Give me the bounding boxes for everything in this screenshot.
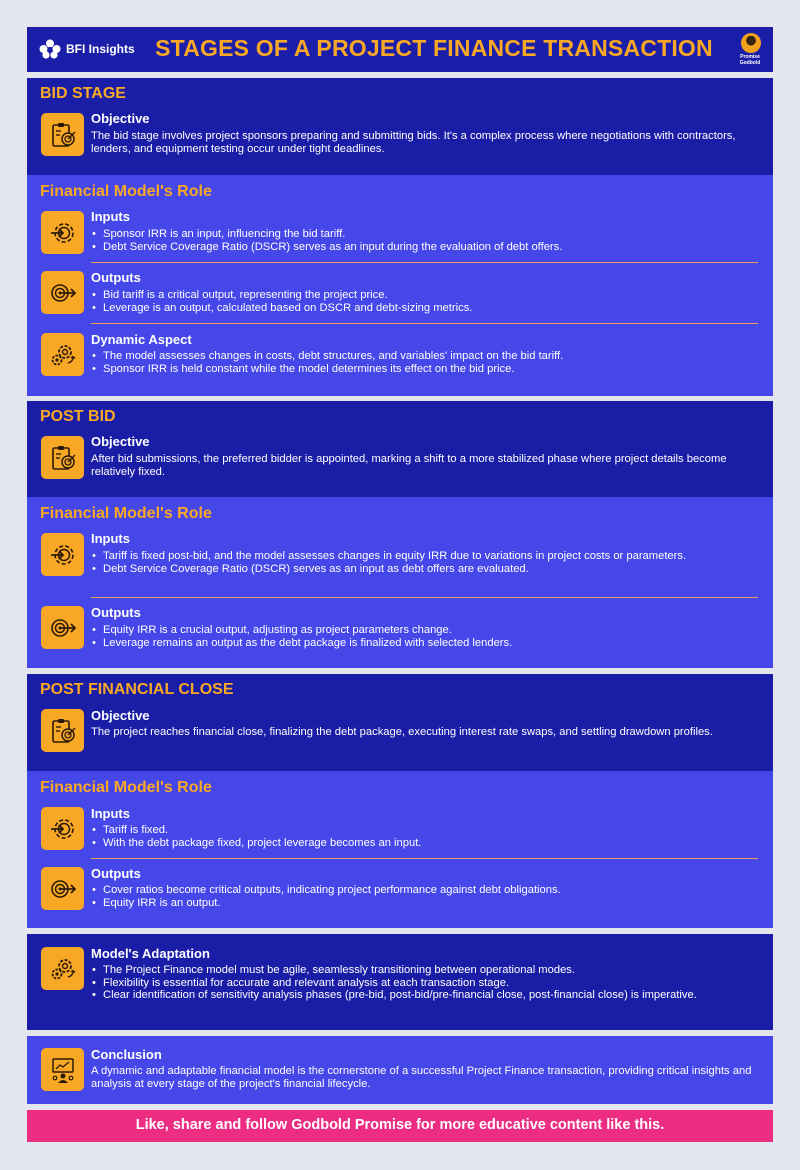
outputs-target-arrow-icon	[41, 271, 84, 314]
conclusion-text: A dynamic and adaptable financial model is the cornerstone of a successful Project Finance transaction, providing critical insights and analysis at every stage of the project's financial lifecycle.	[91, 1065, 752, 1090]
list-item: • Clear identification of sensitivity analysis phases (pre-bid, post-bid/pre-financial close, post-financial close) is imperative.	[91, 989, 761, 1002]
brand-flower-icon	[39, 39, 61, 59]
inputs-gear-arrow-in-icon	[41, 533, 84, 576]
divider	[91, 262, 758, 263]
post-close-title: POST FINANCIAL CLOSE	[40, 681, 234, 698]
conclusion-presentation-icon	[41, 1048, 84, 1091]
outputs-target-arrow-icon	[41, 867, 84, 910]
dynamic-gears-icon	[41, 333, 84, 376]
outputs-list	[91, 884, 761, 909]
objective-heading: Objective	[91, 708, 150, 723]
footer-bar	[27, 1110, 773, 1142]
outputs-target-arrow-icon	[41, 606, 84, 649]
list-item: • Cover ratios become critical outputs, indicating project performance against debt obligations.	[91, 884, 761, 897]
post-bid-role-panel	[27, 497, 773, 668]
list-item: • Sponsor IRR is an input, influencing the bid tariff.	[91, 228, 761, 241]
dynamic-heading: Dynamic Aspect	[91, 332, 192, 347]
outputs-list	[91, 289, 761, 314]
inputs-heading: Inputs	[91, 531, 130, 546]
outputs-list	[91, 624, 761, 649]
author-name: Promise Godbold	[739, 54, 761, 66]
post-bid-objective-panel	[27, 401, 773, 497]
conclusion-panel	[27, 1036, 773, 1104]
list-item: • Debt Service Coverage Ratio (DSCR) serves as an input during the evaluation of debt offers.	[91, 241, 761, 254]
list-item: • Bid tariff is a critical output, representing the project price.	[91, 289, 761, 302]
conclusion-heading: Conclusion	[91, 1047, 162, 1062]
objective-text: The project reaches financial close, finalizing the debt package, executing interest rate swaps, and settling drawdown profiles.	[91, 726, 713, 738]
post-bid-title: POST BID	[40, 408, 116, 425]
inputs-list	[91, 550, 761, 575]
objective-text: After bid submissions, the preferred bidder is appointed, marking a shift to a more stabilized phase where project details become relatively fixed.	[91, 453, 727, 478]
objective-target-board-icon	[41, 113, 84, 156]
inputs-gear-arrow-in-icon	[41, 807, 84, 850]
objective-heading: Objective	[91, 434, 150, 449]
footer-cta[interactable]: Like, share and follow Godbold Promise for more educative content like this.	[135, 1117, 665, 1133]
objective-target-board-icon	[41, 709, 84, 752]
objective-text: The bid stage involves project sponsors preparing and submitting bids. It's a complex process where negotiations with contractors, lenders, and equipment testing occur under tight deadlines.	[91, 130, 736, 155]
inputs-list	[91, 228, 761, 253]
list-item: • Tariff is fixed.	[91, 824, 761, 837]
header-bar	[27, 27, 773, 72]
bid-stage-role-panel	[27, 175, 773, 396]
inputs-gear-arrow-in-icon	[41, 211, 84, 254]
divider	[91, 323, 758, 324]
list-item: • With the debt package fixed, project leverage becomes an input.	[91, 837, 761, 850]
list-item: • Flexibility is essential for accurate and relevant analysis at each transaction stage.	[91, 977, 761, 990]
outputs-heading: Outputs	[91, 605, 141, 620]
role-heading: Financial Model's Role	[40, 779, 212, 796]
author-avatar[interactable]	[741, 33, 761, 53]
role-heading: Financial Model's Role	[40, 505, 212, 522]
list-item: • Leverage is an output, calculated based on DSCR and debt-sizing metrics.	[91, 302, 761, 315]
brand-name: BFI Insights	[66, 42, 135, 56]
inputs-heading: Inputs	[91, 209, 130, 224]
list-item: • Equity IRR is an output.	[91, 897, 761, 910]
adaptation-gears-icon	[41, 947, 84, 990]
role-heading: Financial Model's Role	[40, 183, 212, 200]
adaptation-panel	[27, 934, 773, 1030]
list-item: • The model assesses changes in costs, debt structures, and variables' impact on the bid tariff.	[91, 350, 761, 363]
objective-target-board-icon	[41, 436, 84, 479]
outputs-heading: Outputs	[91, 866, 141, 881]
outputs-heading: Outputs	[91, 270, 141, 285]
inputs-heading: Inputs	[91, 806, 130, 821]
adaptation-heading: Model's Adaptation	[91, 946, 210, 961]
page-title: STAGES OF A PROJECT FINANCE TRANSACTION	[155, 35, 713, 61]
post-close-role-panel	[27, 771, 773, 928]
divider	[91, 858, 758, 859]
list-item: • Equity IRR is a crucial output, adjusting as project parameters change.	[91, 624, 761, 637]
inputs-list	[91, 824, 761, 849]
divider	[91, 597, 758, 598]
objective-heading: Objective	[91, 111, 150, 126]
post-close-objective-panel	[27, 674, 773, 771]
brand-logo[interactable]	[39, 38, 135, 60]
bid-stage-objective-panel	[27, 78, 773, 175]
list-item: • The Project Finance model must be agile, seamlessly transitioning between operational modes.	[91, 964, 761, 977]
list-item: • Leverage remains an output as the debt package is finalized with selected lenders.	[91, 637, 761, 650]
bid-stage-title: BID STAGE	[40, 85, 126, 102]
list-item: • Debt Service Coverage Ratio (DSCR) serves as an input as debt offers are evaluated.	[91, 563, 761, 576]
dynamic-list	[91, 350, 761, 375]
adaptation-list	[91, 964, 761, 1002]
list-item: • Tariff is fixed post-bid, and the model assesses changes in equity IRR due to variations in project costs or parameters.	[91, 550, 761, 563]
list-item: • Sponsor IRR is held constant while the model determines its effect on the bid price.	[91, 363, 761, 376]
